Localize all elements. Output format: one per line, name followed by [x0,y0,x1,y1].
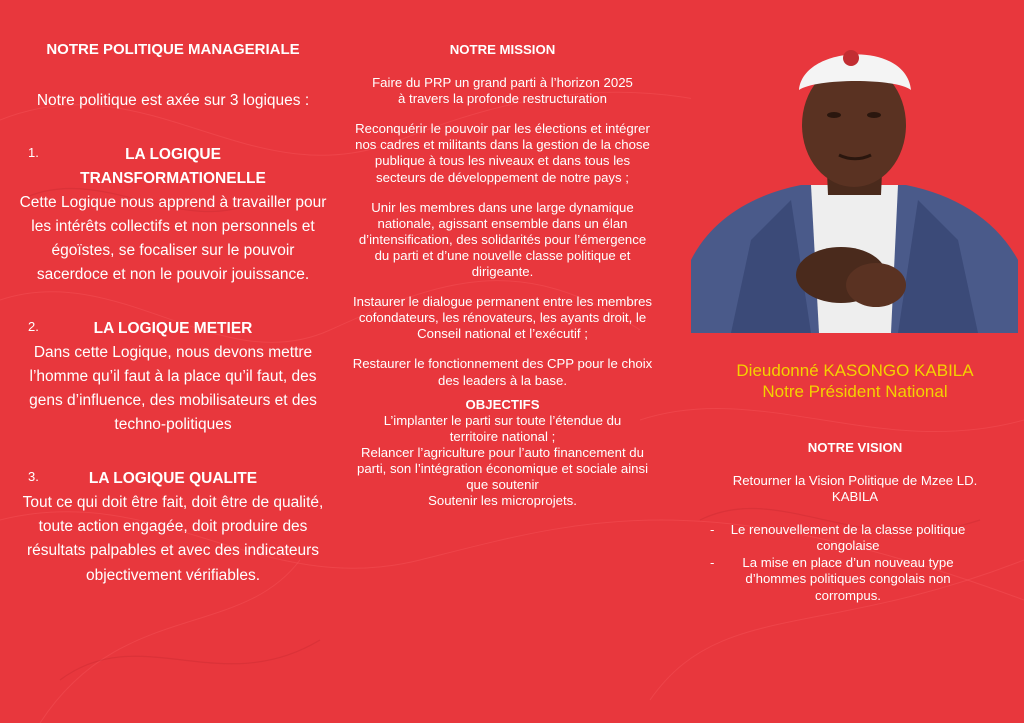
logic-item [18,317,328,437]
logic-text: Tout ce qui doit être fait, doit être de qualité, toute action engagée, doit produire des résultats palpables et avec des indicateurs objectivement vérifiables. [22,494,324,584]
logic-item [18,143,328,287]
objective-item: Soutenir les microprojets. [428,493,577,509]
mission-paragraph: Reconquérir le pouvoir par les élections et intégrer nos cadres et militants dans la gestion de la chose publique à tous les niveaux et dans tous les secteurs de développement de notre pays ; [355,121,650,185]
mission-paragraph: Instaurer le dialogue permanent entre les membres cofondateurs, les rénovateurs, les ayants droit, le Conseil national et l’exécutif ; [352,294,653,342]
mission-paragraph: Restaurer le fonctionnement des CPP pour le choix des leaders à la base. [352,356,653,388]
mission-title: NOTRE MISSION [449,42,556,57]
vision-title: NOTRE VISION [807,440,903,455]
logic-item [18,467,328,587]
managerial-policy-intro: Notre politique est axée sur 3 logiques : [36,92,310,110]
mission-column [350,42,655,509]
logic-number: 2. [28,319,39,335]
list-dash: - [710,554,715,570]
vision-item-text: La mise en place d’un nouveau type d’hommes politiques congolais non corrompus. [742,554,954,603]
vision-list-item [706,555,1010,605]
logic-title: LA LOGIQUE TRANSFORMATIONELLE [80,146,266,188]
objective-item: L’implanter le parti sur toute l’étendue du territoire national ; [383,412,622,444]
objective-item: Relancer l’agriculture pour l’auto financement du parti, son l’intégration économique et sociale ainsi que soutenir [356,444,649,493]
vision-column [700,440,1010,604]
vision-item-text: Le renouvellement de la classe politique congolaise [730,521,966,553]
mission-paragraph: Faire du PRP un grand parti à l’horizon 2025 à travers la profonde restructuration [372,75,633,107]
managerial-policy-column [18,38,328,618]
objectives-title: OBJECTIFS [465,396,540,412]
logic-title: LA LOGIQUE QUALITE [88,470,258,488]
logic-title: LA LOGIQUE METIER [93,320,253,338]
logic-text: Dans cette Logique, nous devons mettre l’homme qu’il faut à la place qu’il faut, des gens d’influence, des mobilisateurs et des techno-politiques [29,344,317,434]
vision-list [700,522,1010,605]
managerial-policy-title: NOTRE POLITIQUE MANAGERIALE [46,41,300,58]
president-photo [691,30,1018,333]
mission-paragraph: Unir les membres dans une large dynamique nationale, agissant ensemble dans un élan d’intensification, des solidarités pour l’émergence du parti et d’une nouvelle classe politique et dirigeante. [358,199,647,280]
list-dash: - [710,521,715,537]
vision-text: Retourner la Vision Politique de Mzee LD. KABILA [732,472,978,504]
logic-number: 1. [28,145,39,161]
president-role: Notre Président National [762,382,948,402]
president-name: Dieudonné KASONGO KABILA [736,361,974,380]
vision-list-item [706,522,1010,555]
president-caption [695,360,1015,403]
logic-text: Cette Logique nous apprend à travailler pour les intérêts collectifs et non personnels et égoïstes, se focaliser sur le pouvoir sacerdoce et non le pouvoir jouissance. [19,194,327,284]
logic-number: 3. [28,469,39,485]
